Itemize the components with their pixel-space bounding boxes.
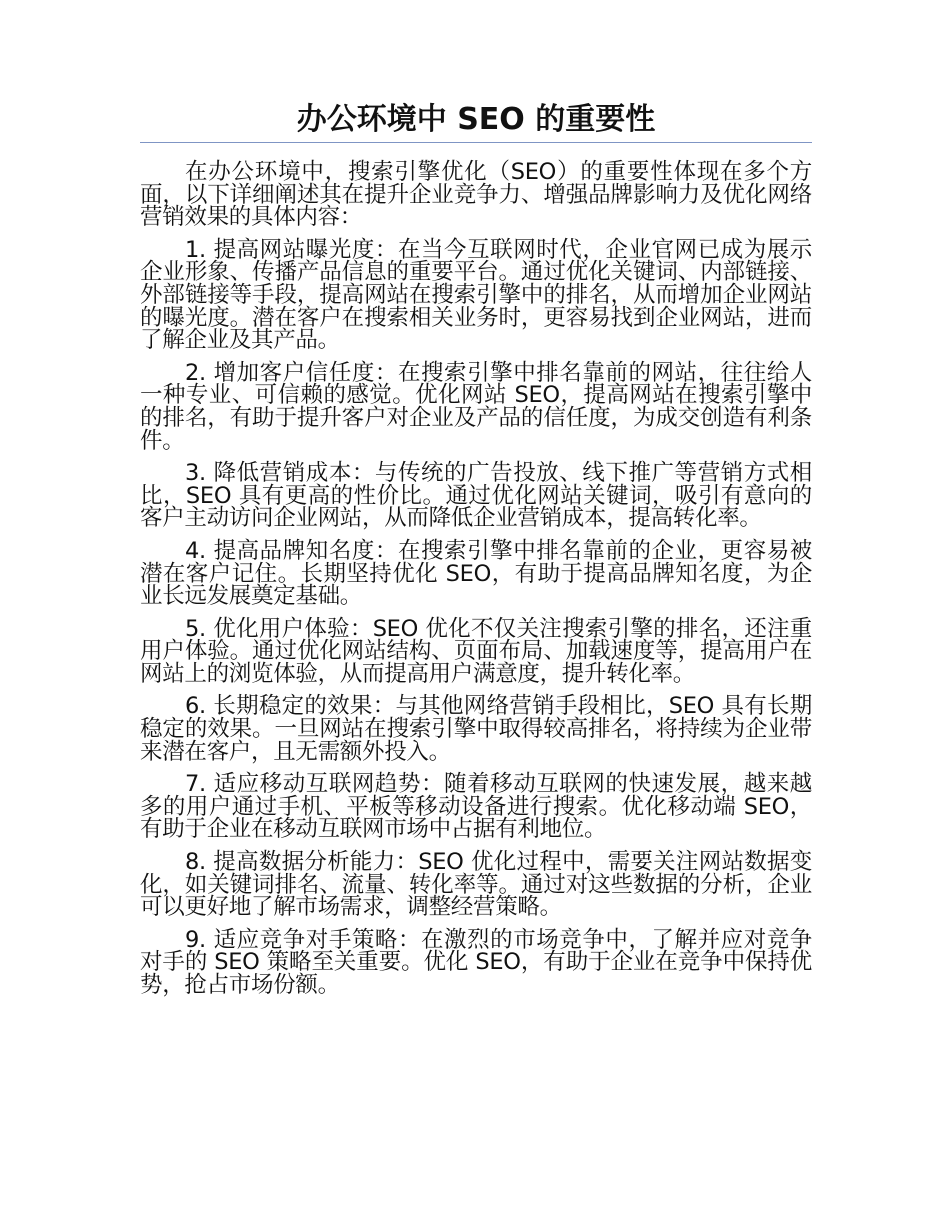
paragraph-item-4: 4. 提高品牌知名度：在搜索引擎中排名靠前的企业，更容易被潜在客户记住。长期坚持优化 SEO，有助于提高品牌知名度，为企业长远发展奠定基础。: [140, 537, 812, 610]
paragraph-item-2: 2. 增加客户信任度：在搜索引擎中排名靠前的网站，往往给人一种专业、可信赖的感觉。优化网站 SEO，提高网站在搜索引擎中的排名，有助于提升客户对企业及产品的信任度，为成交创造有利条件。: [140, 359, 812, 454]
paragraph-item-3: 3. 降低营销成本：与传统的广告投放、线下推广等营销方式相比，SEO 具有更高的性价比。通过优化网站关键词，吸引有意向的客户主动访问企业网站，从而降低企业营销成本，提高转化率。: [140, 460, 812, 532]
paragraph-item-1: 1. 提高网站曝光度：在当今互联网时代，企业官网已成为展示企业形象、传播产品信息的重要平台。通过优化关键词、内部链接、外部链接等手段，提高网站在搜索引擎中的排名，从而增加企业网站的曝光度。潜在客户在搜索相关业务时，更容易找到企业网站，进而了解企业及其产品。: [140, 236, 812, 354]
paragraph-item-9: 9. 适应竞争对手策略：在激烈的市场竞争中，了解并应对竞争对手的 SEO 策略至关重要。优化 SEO，有助于企业在竞争中保持优势，抢占市场份额。: [140, 926, 812, 998]
paragraph-item-7: 7. 适应移动互联网趋势：随着移动互联网的快速发展，越来越多的用户通过手机、平板等移动设备进行搜索。优化移动端 SEO，有助于企业在移动互联网市场中占据有利地位。: [140, 771, 812, 843]
document-body: [140, 161, 812, 997]
paragraph-item-8: 8. 提高数据分析能力：SEO 优化过程中，需要关注网站数据变化，如关键词排名、流量、转化率等。通过对这些数据的分析，企业可以更好地了解市场需求，调整经营策略。: [140, 849, 812, 921]
paragraph-item-5: 5. 优化用户体验：SEO 优化不仅关注搜索引擎的排名，还注重用户体验。通过优化网站结构、页面布局、加载速度等，提高用户在网站上的浏览体验，从而提高用户满意度，提升转化率。: [140, 615, 812, 687]
document-title: 办公环境中 SEO 的重要性: [140, 100, 812, 143]
document-page: [140, 100, 812, 1007]
paragraph-item-6: 6. 长期稳定的效果：与其他网络营销手段相比，SEO 具有长期稳定的效果。一旦网站在搜索引擎中取得较高排名，将持续为企业带来潜在客户，且无需额外投入。: [140, 693, 812, 765]
paragraph-intro: 在办公环境中，搜索引擎优化（SEO）的重要性体现在多个方面，以下详细阐述其在提升企业竞争力、增强品牌影响力及优化网络营销效果的具体内容：: [140, 159, 812, 231]
